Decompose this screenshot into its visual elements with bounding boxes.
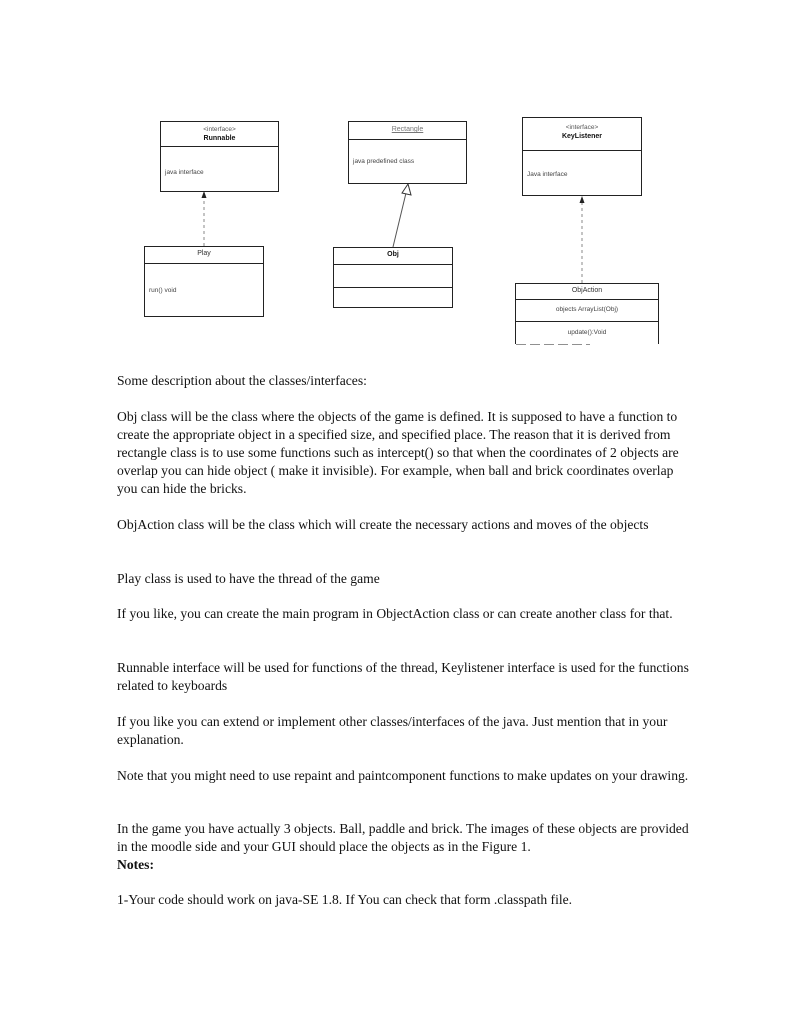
paragraph-extend: If you like you can extend or implement other classes/interfaces of the java. Just mention that in your explanation.: [117, 714, 668, 747]
runnable-name: Runnable: [203, 135, 236, 142]
objaction-field: objects ArrayList(Obj): [516, 299, 658, 321]
keylistener-stereotype: <interface>: [565, 124, 599, 131]
obj-methods: [334, 287, 452, 309]
paragraph-play: Play class is used to have the thread of the game: [117, 571, 380, 586]
keylistener-body: Java interface: [523, 150, 641, 200]
document-heading: Some description about the classes/interfaces:: [117, 373, 367, 388]
paragraph-main-program: If you like, you can create the main program in ObjectAction class or can create another class for that.: [117, 606, 673, 621]
paragraph-interfaces: Runnable interface will be used for functions of the thread, Keylistener interface is used for the functions related to keyboards: [117, 660, 689, 693]
runnable-body: java interface: [161, 146, 278, 194]
notes-heading: Notes:: [117, 857, 154, 872]
runnable-box: [160, 121, 279, 192]
obj-box: [333, 247, 453, 308]
paragraph-repaint: Note that you might need to use repaint and paintcomponent functions to make updates on your drawing.: [117, 768, 689, 783]
objaction-name: ObjAction: [571, 287, 603, 294]
paragraph-obj: Obj class will be the class where the objects of the game is defined. It is supposed to have a function to create the appropriate object in a specified size, and specified place. The reason that it is derived from rectangle class is to use some functions such as intercept() so that when the coordinates of 2 objects are overlap you can hide object ( make it invisible). For example, when ball and brick coordinates overlap you can hide the bricks.: [117, 409, 679, 496]
play-method: run() void: [145, 263, 263, 318]
obj-attributes: [334, 264, 452, 287]
runnable-stereotype: <interface>: [203, 126, 236, 133]
keylistener-name: KeyListener: [561, 133, 603, 140]
obj-rectangle-connector: [393, 193, 406, 247]
objaction-box: [515, 283, 659, 344]
objaction-method: update():Void: [516, 321, 658, 345]
obj-name: Obj: [387, 251, 399, 258]
rectangle-body: java predefined class: [349, 139, 466, 186]
note-1: 1-Your code should work on java-SE 1.8. If You can check that form .classpath file.: [117, 892, 573, 907]
keylistener-box: [522, 117, 642, 196]
play-name: Play: [197, 250, 211, 257]
play-box: [144, 246, 264, 317]
rectangle-name: Rectangle: [391, 126, 424, 133]
paragraph-objaction: ObjAction class will be the class which will create the necessary actions and moves of the objects: [117, 517, 649, 532]
paragraph-objects: In the game you have actually 3 objects. Ball, paddle and brick. The images of these objects are provided in the moodle side and your GUI should place the objects as in the Figure 1.: [117, 821, 689, 854]
rectangle-box: [348, 121, 467, 184]
